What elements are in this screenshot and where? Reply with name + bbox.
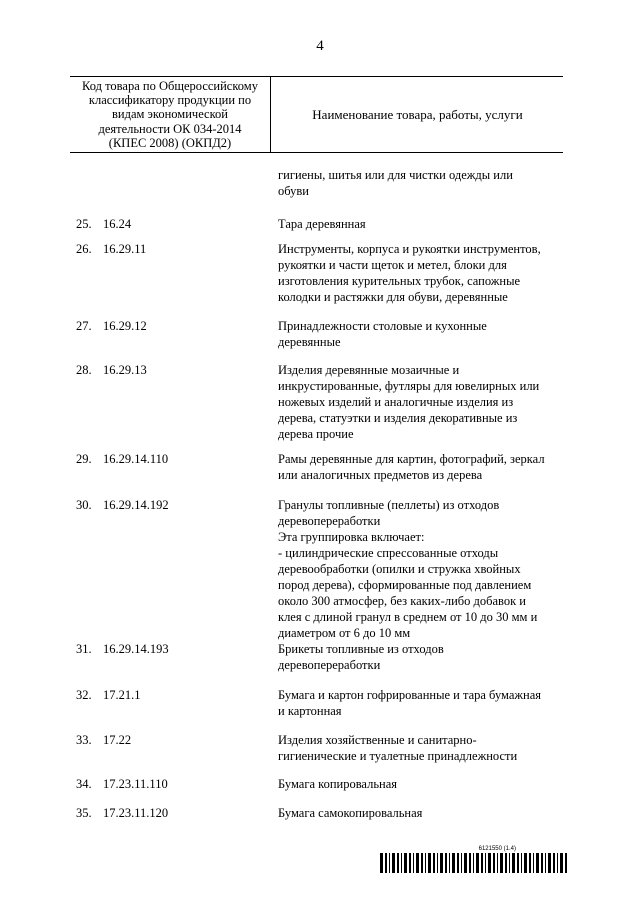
row-number: 29. bbox=[76, 452, 92, 466]
row-number: 32. bbox=[76, 688, 92, 702]
barcode-image bbox=[380, 853, 568, 873]
row-code: 17.23.11.120 bbox=[103, 806, 169, 820]
row-name-line: деревопереработки bbox=[278, 514, 381, 528]
row-code: 16.29.14.110 bbox=[103, 452, 169, 466]
row-name-line: дерева, статуэтки и изделия декоративные из bbox=[278, 411, 518, 425]
row-name-line: дерева прочие bbox=[278, 427, 354, 441]
row-name-line: около 300 атмосфер, без каких-либо добавок и bbox=[278, 594, 526, 608]
table-header bbox=[70, 76, 563, 153]
barcode-block bbox=[380, 846, 568, 873]
row-name-line: Бумага самокопировальная bbox=[278, 806, 423, 820]
row-name-line: инкрустированные, футляры для ювелирных или bbox=[278, 379, 540, 393]
row-name-line: Изделия деревянные мозаичные и bbox=[278, 363, 460, 377]
row-code: 16.24 bbox=[103, 217, 132, 231]
row-name-line: Брикеты топливные из отходов bbox=[278, 642, 444, 656]
header-code-line: Код товара по Общероссийскому bbox=[82, 79, 258, 93]
row-name bbox=[278, 318, 570, 350]
row-name-line: ножевых изделий и аналогичные изделия из bbox=[278, 395, 514, 409]
row-name-line: деревянные bbox=[278, 335, 341, 349]
row-name-line: Бумага копировальная bbox=[278, 777, 398, 791]
row-number: 33. bbox=[76, 733, 92, 747]
row-code: 16.29.13 bbox=[103, 363, 147, 377]
row-name-line: деревопереработки bbox=[278, 658, 381, 672]
row-name-line: Изделия хозяйственные и санитарно- bbox=[278, 733, 477, 747]
row-name bbox=[278, 241, 570, 305]
header-code-line: классификатору продукции по bbox=[88, 93, 252, 108]
continuation-text bbox=[278, 167, 568, 199]
row-name-line: деревообработки (опилки и стружка хвойных bbox=[278, 562, 521, 576]
row-number: 30. bbox=[76, 498, 92, 512]
row-name-line: Рамы деревянные для картин, фотографий, зеркал bbox=[278, 452, 545, 466]
row-number: 31. bbox=[76, 642, 92, 656]
continuation-line: гигиены, шитья или для чистки одежды или bbox=[278, 168, 513, 182]
row-name-line: - цилиндрические спрессованные отходы bbox=[278, 546, 499, 560]
row-name bbox=[278, 451, 570, 483]
row-number: 28. bbox=[76, 363, 92, 377]
row-name bbox=[278, 641, 570, 673]
barcode-label: 6121550 (1.4) bbox=[478, 846, 516, 852]
row-name-line: колодки и растяжки для обуви, деревянные bbox=[278, 290, 508, 304]
row-name bbox=[278, 805, 570, 821]
row-name-line: изготовления курительных трубок, сапожные bbox=[278, 274, 521, 288]
row-number: 35. bbox=[76, 806, 92, 820]
row-name bbox=[278, 687, 570, 719]
row-name bbox=[278, 732, 570, 764]
row-name-line: Принадлежности столовые и кухонные bbox=[278, 319, 487, 333]
row-code: 17.22 bbox=[103, 733, 132, 747]
header-code-column bbox=[70, 77, 271, 152]
row-code: 16.29.12 bbox=[103, 319, 147, 333]
header-name-column: Наименование товара, работы, услуги bbox=[312, 106, 523, 122]
page-number: 4 bbox=[316, 38, 324, 54]
row-name-line: и картонная bbox=[278, 704, 342, 718]
row-code: 16.29.11 bbox=[103, 242, 147, 256]
row-number: 25. bbox=[76, 217, 92, 231]
header-code-line: деятельности ОК 034-2014 bbox=[98, 121, 242, 136]
continuation-line: обуви bbox=[278, 184, 309, 198]
row-name-line: гигиенические и туалетные принадлежности bbox=[278, 749, 518, 763]
row-name-line: диаметром от 6 до 10 мм bbox=[278, 626, 411, 640]
row-name bbox=[278, 216, 570, 232]
row-number: 27. bbox=[76, 319, 92, 333]
row-name-line: Бумага и картон гофрированные и тара бумажная bbox=[278, 688, 542, 702]
header-code-line: (КПЕС 2008) (ОКПД2) bbox=[108, 135, 232, 150]
row-name bbox=[278, 497, 570, 641]
header-code-line: видам экономической bbox=[112, 107, 228, 122]
row-name bbox=[278, 776, 570, 792]
row-name-line: Гранулы топливные (пеллеты) из отходов bbox=[278, 498, 500, 512]
row-name-line: рукоятки и части щеток и метел, блоки для bbox=[278, 258, 507, 272]
row-number: 34. bbox=[76, 777, 92, 791]
row-code: 17.23.11.110 bbox=[103, 777, 168, 791]
row-name-line: Эта группировка включает: bbox=[278, 530, 425, 544]
row-code: 16.29.14.193 bbox=[103, 642, 169, 656]
row-name-line: Тара деревянная bbox=[278, 217, 366, 231]
row-name bbox=[278, 362, 570, 442]
row-code: 17.21.1 bbox=[103, 688, 141, 702]
row-name-line: пород дерева), сформированные под давлением bbox=[278, 578, 532, 592]
row-name-line: клея с длиной гранул в среднем от 10 до 30 мм и bbox=[278, 610, 538, 624]
row-name-line: Инструменты, корпуса и рукоятки инструментов, bbox=[278, 242, 541, 256]
row-name-line: или аналогичных предметов из дерева bbox=[278, 468, 483, 482]
row-code: 16.29.14.192 bbox=[103, 498, 169, 512]
row-number: 26. bbox=[76, 242, 92, 256]
